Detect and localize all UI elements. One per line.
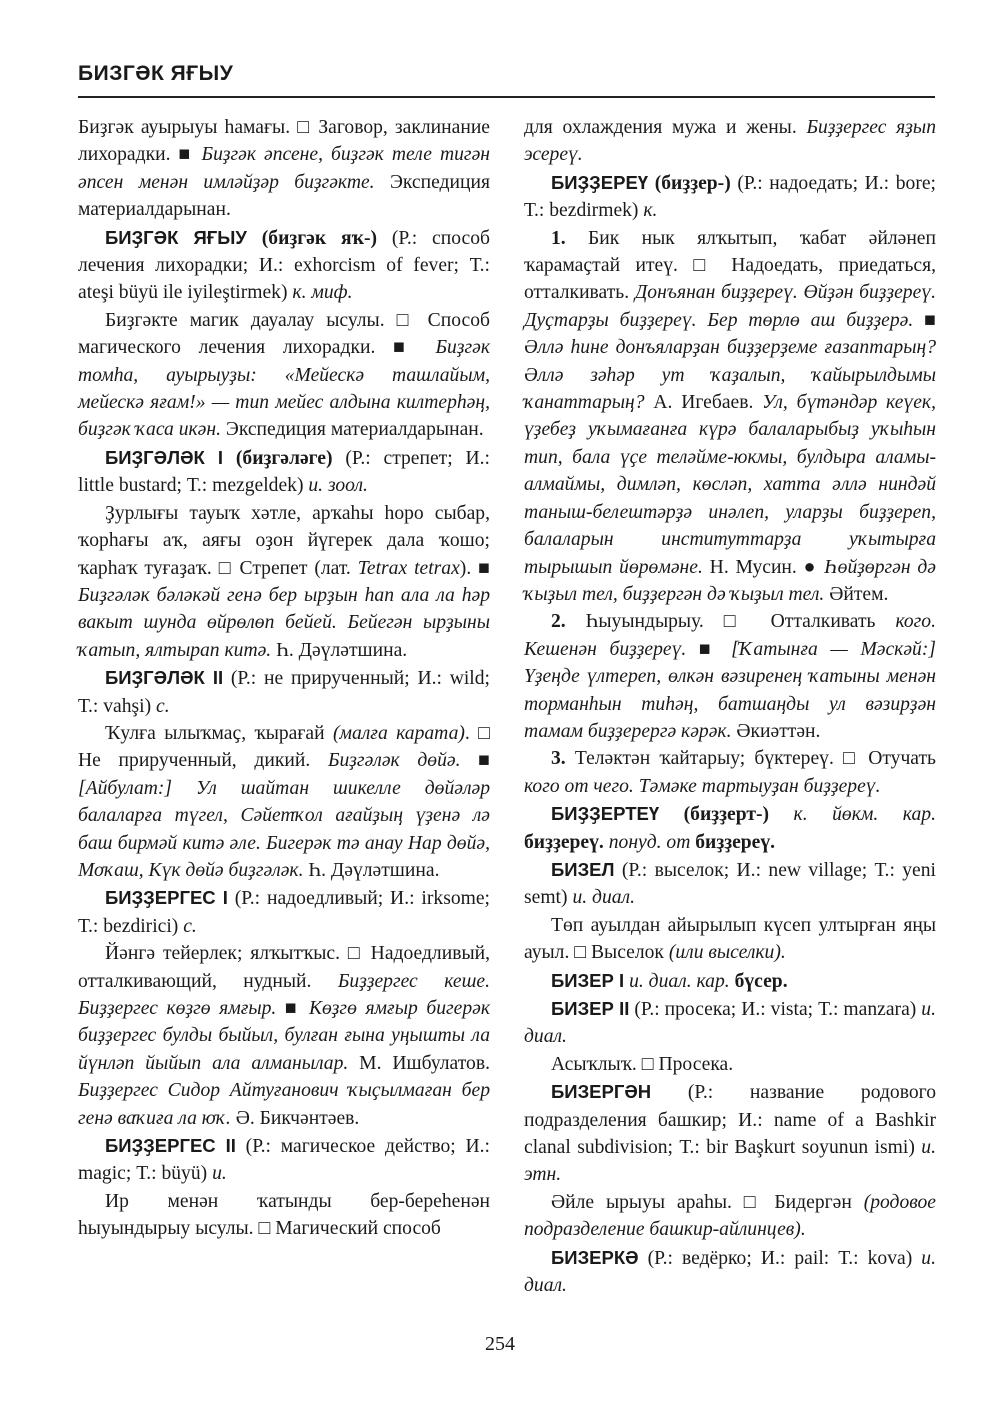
right-paragraph: БИЗЕЛ (Р.: выселок; И.: new village; Т.: yeni semt) и. диал. bbox=[524, 858, 936, 909]
right-paragraph: БИЗЕР I и. диал. кар. бүсер. bbox=[551, 969, 788, 992]
right-paragraph: для охлаждения мужа и жены. Биҙҙергес яҙып эсереү. bbox=[524, 117, 936, 166]
left-paragraph: Йәнгә тейерлек; ялҡытҡыс. □ Надоедливый, отталкивающий, нудный. Биҙҙергес кеше. Биҙҙергес көҙгө ямғыр. ■ Көҙгө ямғыр бигерәк биҙҙергес булды быйыл, булған ғына уңышты ла йүнләп йыйып ала алманылар. М. Ишбулатов. Биҙҙергес Сидор Айтуғанович ҡыҫылмаған бер генә ваҡиға ла юҡ. Ә. Бикчәнтәев. bbox=[78, 943, 490, 1129]
left-paragraph: БИҘГӘЛӘК II (Р.: не прирученный; И.: wild; Т.: vahşi) с. bbox=[78, 667, 490, 717]
right-paragraph: БИЗЕР II (Р.: просека; И.: vista; Т.: manzara) и. диал. bbox=[524, 998, 936, 1048]
left-paragraph: Биҙгәк ауырыуы һамағы. □ Заговор, заклинание лихорадки. ■ Биҙгәк әпсене, биҙгәк теле тигән әпсен менән имләйҙәр биҙгәкте. Экспедиция материалдарынан. bbox=[78, 117, 490, 221]
left-paragraph: Ҡулға ылыҡмаҫ, ҡырағай (малға карата). □ Не прирученный, дикий. Биҙгәләк дөйә. ■ [Айбулат:] Ул шайтан шикелле дөйәләр балаларға түгел, Сәйетҡол ағайҙың үҙенә лә баш бирмәй китә әле. Бигерәк тә анау Нар дөйә, Моҡаш, Күк дөйә биҙгәләк. Һ. Дәүләтшина. bbox=[78, 722, 491, 881]
left-column bbox=[78, 114, 490, 1243]
left-paragraph: БИҘГӘЛӘК I (биҙгәләге) (Р.: стрепет; И.: little bustard; Т.: mezgeldek) и. зоол. bbox=[78, 446, 491, 497]
left-paragraph: Ҙурлығы тауыҡ хәтле, арҡаһы һоро сыбар, ҡорһағы аҡ, аяғы оҙон йүгерек дала ҡошо; ҡарһаҡ туғаҙаҡ. □ Стрепет (лат. Tetrax tetrax). ■ Биҙгәләк бәләкәй генә бер ырҙын һап ала ла һәр вакыт шунда өйрөлөп бейей. Бейегән ырҙыны ҡатып, ялтырап китә. Һ. Дәүләтшина. bbox=[78, 502, 490, 661]
right-paragraph: БИЗЕРКӘ (Р.: ведёрко; И.: pail: Т.: kova) и. диал. bbox=[524, 1246, 936, 1297]
left-paragraph: БИҘҘЕРГЕС II (Р.: магическое действо; И.: magic; Т.: büyü) и. bbox=[78, 1135, 490, 1185]
right-paragraph: БИҘҘЕРТЕҮ (биҙҙерт-) к. йөкм. кар. биҙҙереү. понуд. от биҙҙереү. bbox=[524, 803, 936, 853]
header-rule bbox=[78, 96, 935, 98]
left-paragraph: Биҙгәкте магик дауалау ысулы. □ Способ магического лечения лихорадки. ■ Биҙгәк томһа, ауырыуҙы: «Мейескә ташлайым, мейескә яғам!» — тип мейес алдына килтерһәң, биҙгәк ҡаса икән. Экспедиция материалдарынан. bbox=[78, 309, 490, 441]
right-paragraph: БИҘҘЕРЕҮ (биҙҙер-) (Р.: надоедать; И.: bore; Т.: bezdirmek) к. bbox=[524, 171, 936, 222]
right-paragraph: 2. Һыуындырыу. □ Отталкивать кого. Кешенән биҙҙереү. ■ [Ҡатынға — Мәскәй:] Үҙеңде үлтереп, өлкән вәзиренең ҡатыны менән торманһын тиһәң, батшаңды ул вәзирҙән тамам биҙҙерергә кәрәк. Әкиәттән. bbox=[524, 611, 936, 742]
left-paragraph: БИҘҘЕРГЕС I (Р.: надоедливый; И.: irksome; Т.: bezdirici) с. bbox=[78, 887, 490, 937]
page-number: 254 bbox=[485, 1333, 515, 1355]
right-paragraph: Төп ауылдан айырылып күсеп ултырған яңы ауыл. □ Выселок (или выселки). bbox=[524, 914, 936, 964]
right-column bbox=[524, 114, 936, 1299]
running-head: БИЗГӘК ЯҒЫУ bbox=[78, 62, 234, 85]
left-paragraph: БИҘГӘК ЯҒЫУ (биҙгәк яҡ-) (Р.: способ лечения лихорадки; И.: exhorcism of fever; Т.: ateşi büyü ile iyileştirmek) к. миф. bbox=[78, 226, 490, 304]
right-paragraph: Асыҡлыҡ. □ Просека. bbox=[551, 1053, 734, 1075]
right-paragraph: 1. Бик нык ялҡытып, ҡабат әйләнеп ҡарамаҫтай итеү. □ Надоедать, приедаться, отталкивать. Донъянан биҙҙереү. Өйҙән биҙҙереү. Дуҫтарҙы биҙҙереү. Бер төрлө аш биҙҙерә. ■ Әллә һине донъяларҙан биҙҙерҙеме ғазаптарың? Әллә зәһәр ут ҡаҙалып, ҡайырылдымы ҡанаттарың? А. Игебаев. Ул, бүтәндәр кеүек, үҙебеҙ уҡымағанға күрә балаларыбыҙ уҡыһын тип, бала үҫе теләйме-юкмы, булдыра аламы-алмаймы, димләп, көсләп, хатта әллә ниндәй таныш-белештәрҙә инәлеп, уларҙы биҙҙереп, балаларын институттарҙа уҡытырға тырышып йөрөмәне. Н. Мусин. ● Һөйҙөргән дә ҡыҙыл тел, биҙҙергән дә ҡыҙыл тел. Әйтем. bbox=[524, 227, 936, 605]
right-paragraph: Әйле ырыуы араһы. □ Бидергән (родовое подразделение башкир-айлинцев). bbox=[524, 1191, 936, 1241]
right-paragraph: БИЗЕРГӘН (Р.: название родового подразделения башкир; И.: name of a Bashkir clanal subdivision; Т.: bir Başkurt soyunun ismi) и. этн. bbox=[524, 1081, 936, 1186]
left-paragraph: Ир менән ҡатынды бер-береһенән һыуындырыу ысулы. □ Магический способ bbox=[78, 1190, 490, 1240]
right-paragraph: 3. Теләктән ҡайтарыу; бүктереү. □ Отучать кого от чего. Тәмәке тартыуҙан биҙҙереү. bbox=[524, 748, 936, 797]
